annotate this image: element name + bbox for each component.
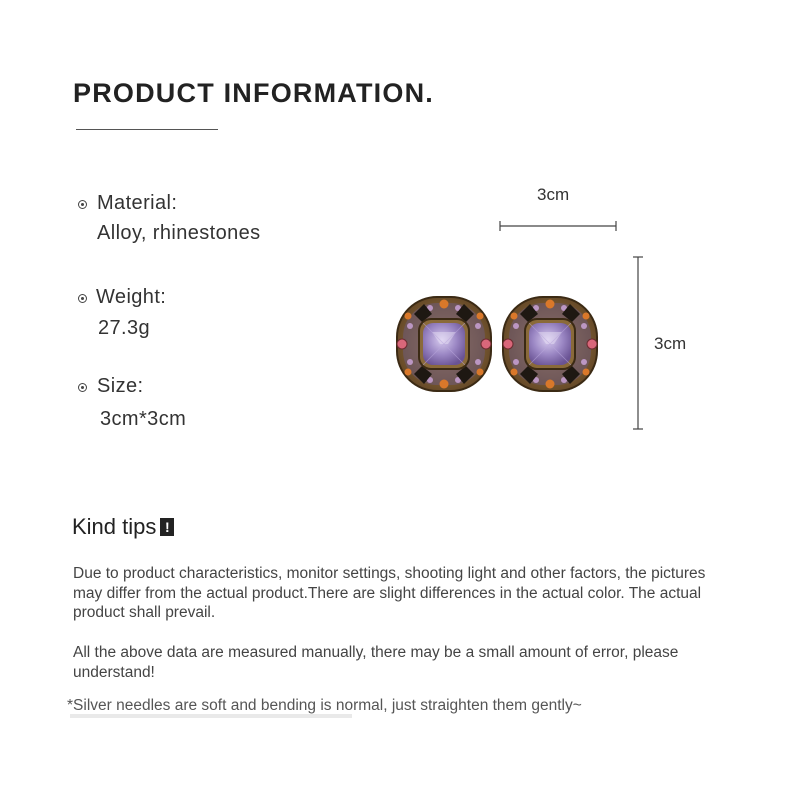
material-label: Material: [97,192,178,214]
tips-paragraph-1: Due to product characteristics, monitor settings, shooting light and other factors, the pictures may differ from the actual product.There are slight differences in the actual color. The actual product shall prevail. [73,565,706,621]
weight-value: 27.3g [98,317,151,339]
title-divider [76,129,218,130]
earrings-image [392,290,602,400]
kind-tips-heading [72,514,174,540]
page-title: PRODUCT INFORMATION. [73,78,434,108]
bullet-icon [78,200,87,209]
size-value: 3cm*3cm [100,408,187,430]
material-value: Alloy, rhinestones [97,222,261,244]
needle-note: *Silver needles are soft and bending is normal, just straighten them gently~ [67,697,582,714]
bullet-icon [78,383,87,392]
bullet-icon [78,294,87,303]
tips-paragraph-2: All the above data are measured manually, there may be a small amount of error, please understand! [73,644,679,681]
exclamation-icon: ! [160,518,174,536]
width-dimension-line [495,218,621,234]
height-dimension-line [628,252,648,434]
kind-tips-title: Kind tips [72,514,157,539]
width-dimension-label: 3cm [537,185,570,204]
size-label: Size: [97,375,144,397]
height-dimension-label: 3cm [654,334,687,353]
weight-label: Weight: [96,286,167,308]
